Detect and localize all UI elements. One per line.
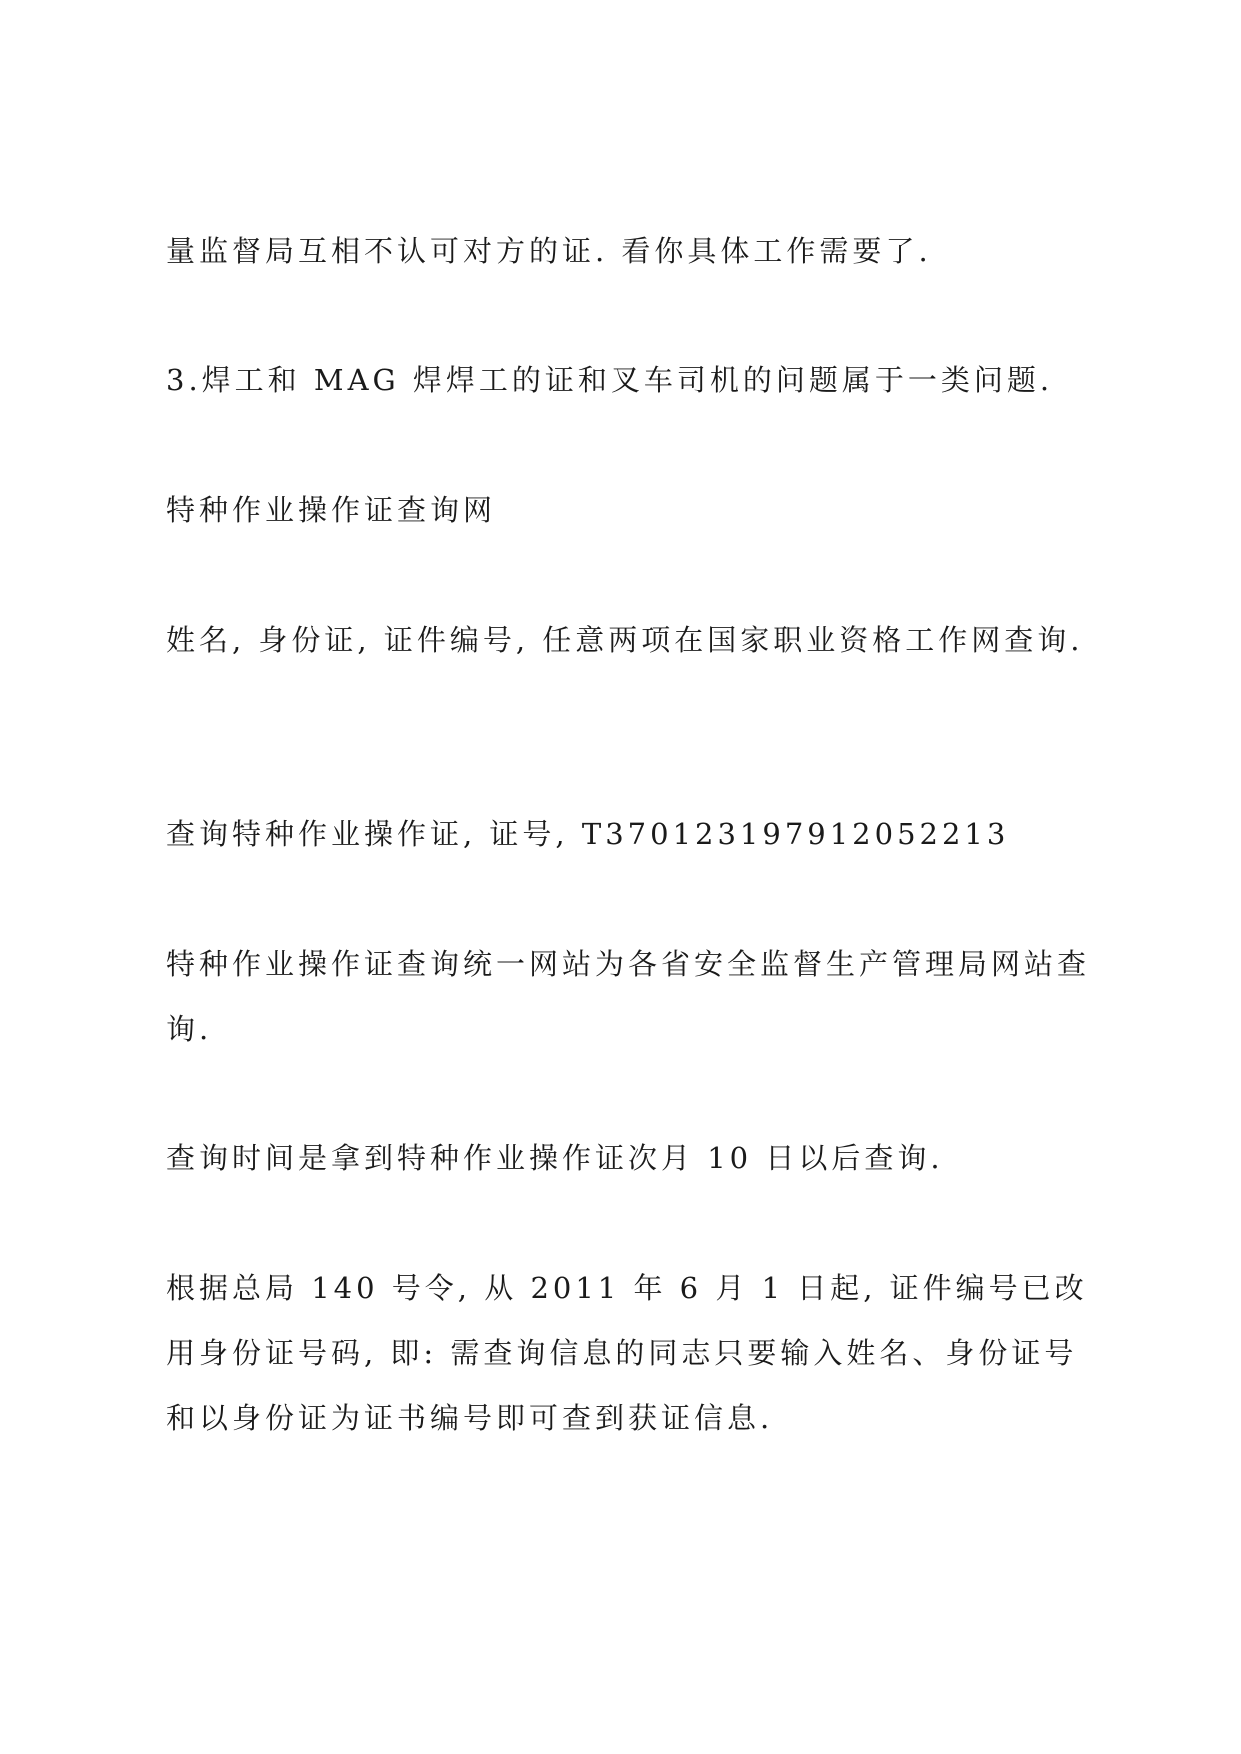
- paragraph-query-site-heading: 特种作业操作证查询网: [166, 493, 497, 527]
- paragraph-order-140: 根据总局 140 号令, 从 2011 年 6 月 1 日起, 证件编号已改用身份证号码, 即: 需查询信息的同志只要输入姓名、身份证号和以身份证为证书编号即可查到获证信息.: [166, 1271, 1088, 1435]
- paragraph-certificate-number: 查询特种作业操作证, 证号, T370123197912052213: [166, 817, 1010, 851]
- paragraph-unified-website: 特种作业操作证查询统一网站为各省安全监督生产管理局网站查询.: [166, 947, 1091, 1046]
- paragraph-query-criteria: 姓名, 身份证, 证件编号, 任意两项在国家职业资格工作网查询.: [166, 623, 1084, 657]
- paragraph-certificate-recognition: 量监督局互相不认可对方的证. 看你具体工作需要了.: [166, 234, 932, 268]
- paragraph-query-time: 查询时间是拿到特种作业操作证次月 10 日以后查询.: [166, 1141, 944, 1175]
- paragraph-welder-certificate: 3.焊工和 MAG 焊焊工的证和叉车司机的问题属于一类问题.: [166, 363, 1054, 397]
